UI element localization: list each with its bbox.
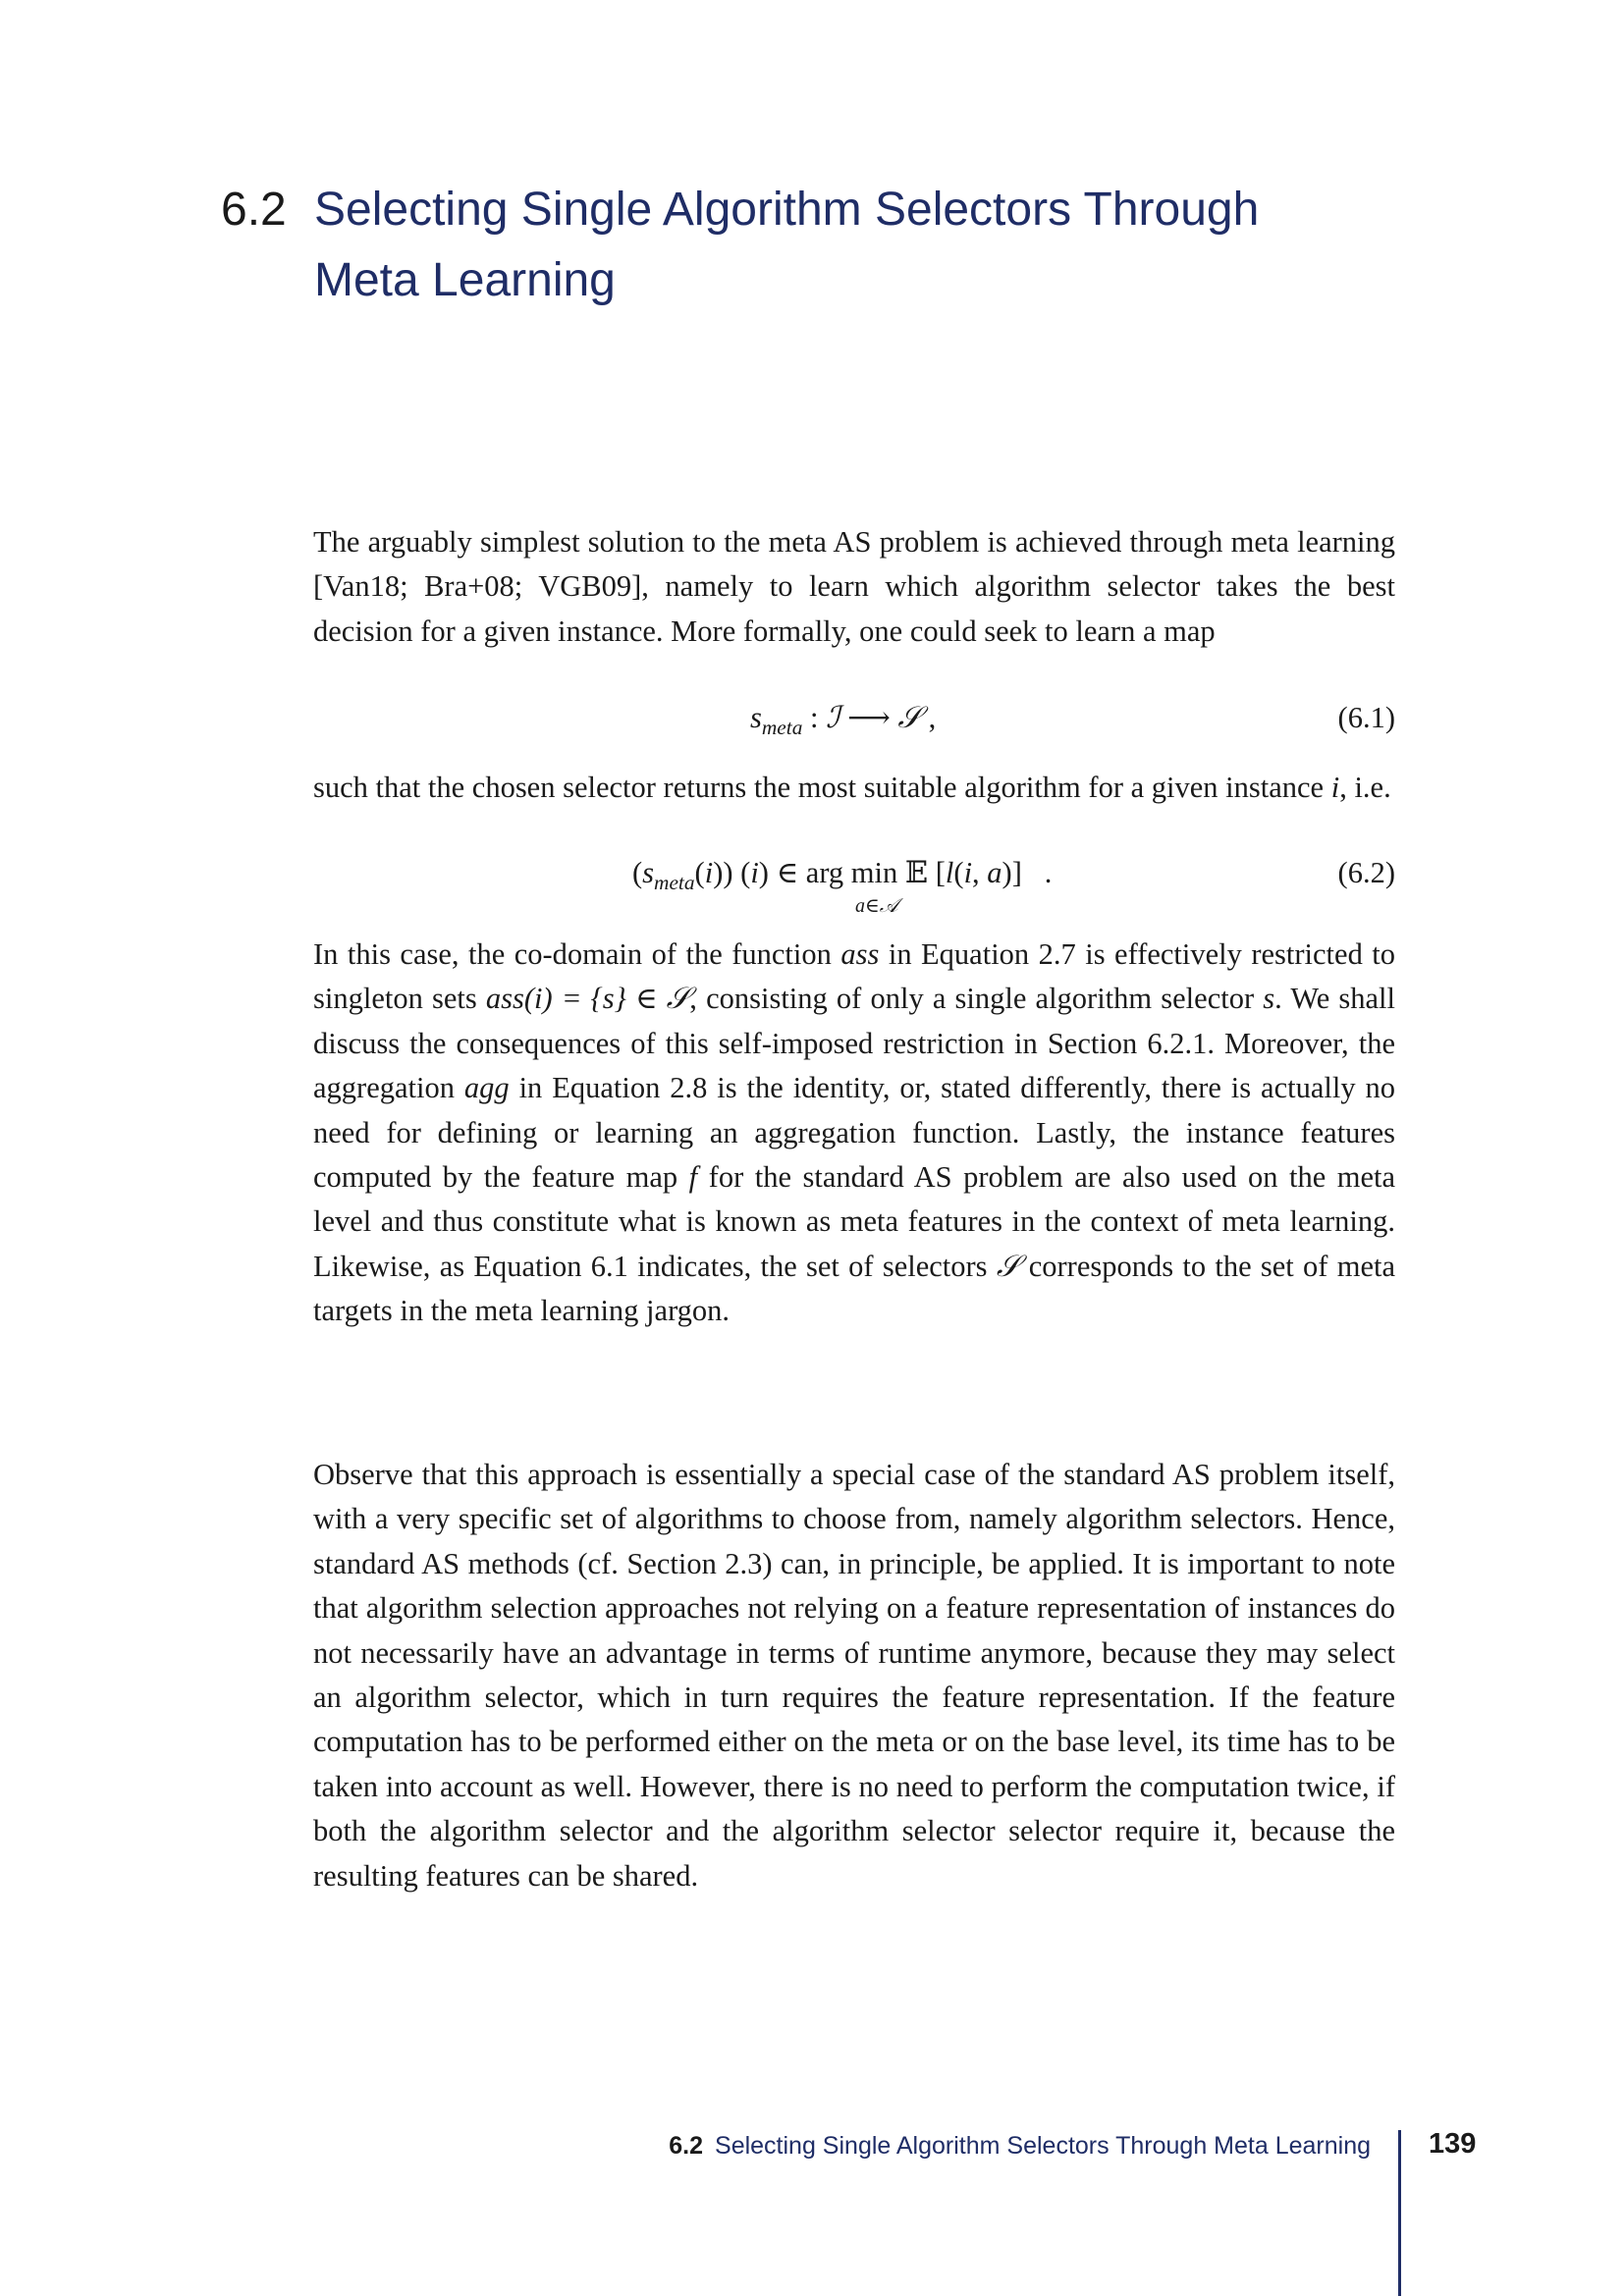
equation-6-2-number: (6.2) (1337, 856, 1395, 889)
math-s: s (1263, 982, 1275, 1016)
paragraph-4-text: Observe that this approach is essentially a special case of the standard AS problem itself, with a very specific set of algorithms to choose from, namely algorithm selectors. Hence, standard AS methods (cf. Section 2.3) can, in principle, be applied. It is important to note that algorithm selection approaches not relying on a feature representation of instances do not necessarily have an advantage in terms of runtime anymore, because they may select an algorithm selector, which in turn requires the feature representation. If the feature computation has to be performed either on the meta or on the base level, its time has to be taken into account as well. However, there is no need to perform the computation twice, if both the algorithm selector and the algorithm selector selector require it, because the resulting features can be shared. (313, 1458, 1395, 1893)
math-singleton: ass(i) = {s} ∈ 𝒮 (485, 982, 690, 1016)
math-S: 𝒮 (996, 1249, 1020, 1283)
paragraph-3-text: in Equation 2.7 is effectively restricted to singleton sets (313, 937, 1396, 1016)
equation-6-2 (313, 856, 1395, 925)
paragraph-2-text-end: , i.e. (1339, 771, 1391, 804)
paragraph-3-text: in Equation 2.8 is the identity, or, stated differently, there is actually no need for defining or learning an aggregation function. Lastly, the instance features computed by the feature map (313, 1071, 1396, 1195)
section-number: 6.2 (221, 184, 287, 236)
equation-6-2-subscript: a∈𝒜 (855, 895, 898, 917)
paragraph-2-math-i: i (1330, 771, 1340, 804)
paragraph-3-text: corresponds to the set of meta targets in the meta learning jargon. (313, 1249, 1396, 1328)
paragraph-4 (313, 1453, 1395, 1898)
math-f: f (688, 1160, 698, 1195)
footer-divider (1398, 2130, 1401, 2296)
equation-6-1-formula: $s_{meta}$ : ℐ ⟶ 𝒮 , (750, 701, 937, 740)
equation-6-2-formula: $(s_{meta}(i))$ (i) ∈ arg min 𝔼 [l(i, a)] . (632, 856, 1053, 895)
paragraph-1 (313, 520, 1395, 654)
math-ass: ass (840, 937, 880, 971)
section-title: Selecting Single Algorithm Selectors Through Meta Learning (314, 184, 1260, 306)
section-heading (221, 175, 1419, 316)
paragraph-3 (313, 933, 1395, 1334)
paragraph-3-text: In this case, the co-domain of the function (313, 937, 832, 971)
page-number: 139 (1429, 2128, 1477, 2160)
paragraph-1-text: The arguably simplest solution to the meta AS problem is achieved through meta learning [Van18; Bra+08; VGB09], namely to learn which algorithm selector takes the best decision for a given instance. More formally, one could seek to learn a map (313, 525, 1395, 648)
equation-6-1-number: (6.1) (1337, 701, 1395, 734)
footer-section-number: 6.2 (669, 2132, 704, 2160)
math-agg: agg (463, 1071, 510, 1105)
paragraph-3-text: . We shall discuss the consequences of this self-imposed restriction in Section 6.2.1. Moreover, the aggregation (313, 982, 1395, 1105)
paragraph-3-text: , consisting of only a single algorithm selector (689, 982, 1255, 1016)
footer-section-title: Selecting Single Algorithm Selectors Through Meta Learning (715, 2132, 1371, 2160)
paragraph-3-text: for the standard AS problem are also used on the meta level and thus constitute what is known as meta features in the context of meta learning. Likewise, as Equation 6.1 indicates, the set of selectors (313, 1160, 1395, 1283)
equation-6-1 (313, 701, 1395, 746)
running-footer (669, 2132, 1371, 2161)
paragraph-2-text: such that the chosen selector returns the most suitable algorithm for a given instance (313, 771, 1325, 804)
paragraph-2 (313, 766, 1395, 810)
